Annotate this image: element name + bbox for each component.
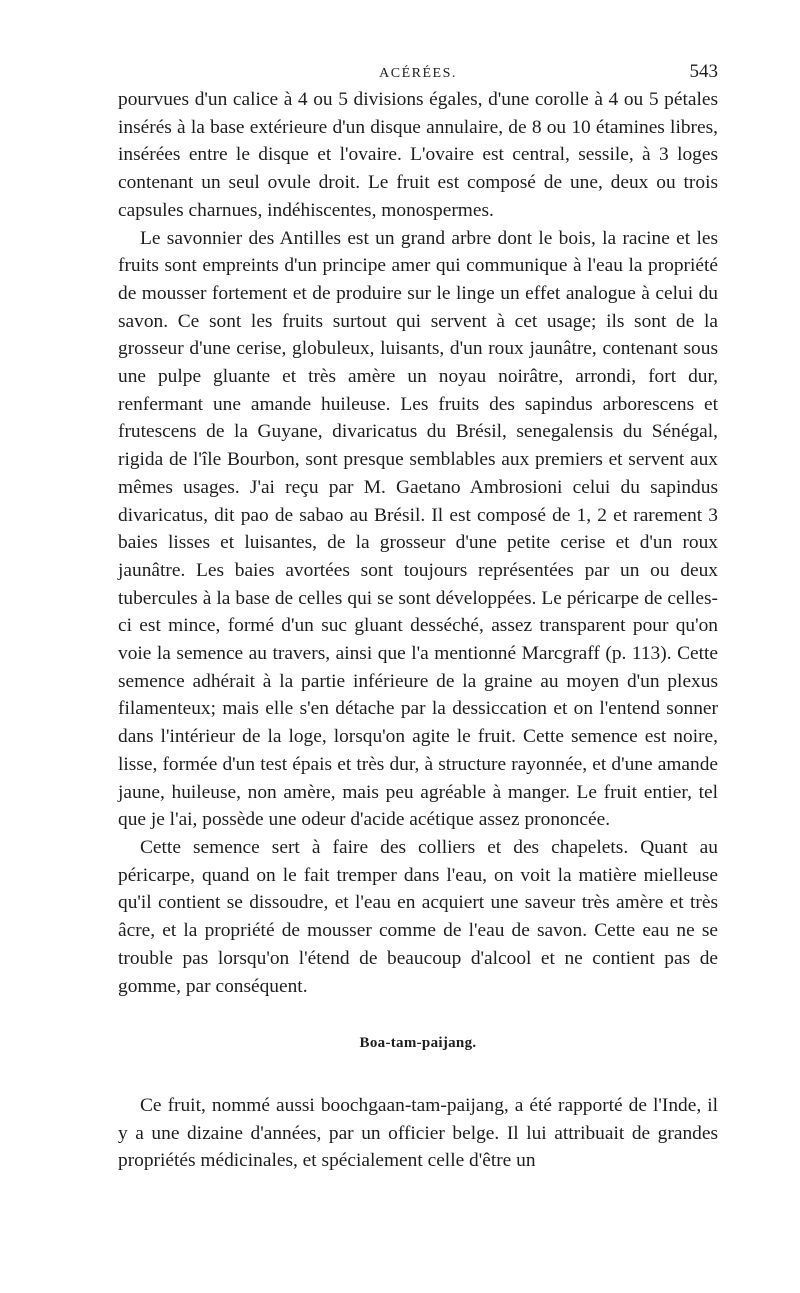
page-number: 543 — [689, 61, 718, 82]
page — [118, 58, 718, 1175]
running-title: ACÉRÉES. — [379, 66, 457, 81]
paragraph-2: Le savonnier des Antilles est un grand arbre dont le bois, la racine et les fruits sont empreints d'un principe amer qui communique à l'eau la propriété de mousser fortement et de produire sur le linge un effet analogue à celui du savon. Ce sont les fruits surtout qui servent à cet usage; ils sont de la grosseur d'une cerise, globuleux, luisants, d'un roux jaunâtre, contenant sous une pulpe gluante et très amère un noyau noirâtre, arrondi, fort dur, renfermant une amande huileuse. Les fruits des sapindus arborescens et frutescens de la Guyane, divaricatus du Brésil, senegalensis du Sénégal, rigida de l'île Bourbon, sont presque semblables aux premiers et servent aux mêmes usages. J'ai reçu par M. Gaetano Ambrosioni celui du sapindus divaricatus, dit pao de sabao au Brésil. Il est composé de 1, 2 et rarement 3 baies lisses et luisantes, de la grosseur d'une petite cerise et d'un roux jaunâtre. Les baies avortées sont toujours représentées par un ou deux tubercules à la base de celles qui se sont développées. Le péricarpe de celles-ci est mince, formé d'un suc gluant desséché, assez transparent pour qu'on voie la semence au travers, ainsi que l'a mentionné Marcgraff (p. 113). Cette semence adhérait à la partie inférieure de la graine au moyen d'un plexus filamenteux; mais elle s'en détache par la dessiccation et on l'entend sonner dans l'intérieur de la loge, lorsqu'on agite le fruit. Cette semence est noire, lisse, formée d'un test épais et très dur, à structure rayonnée, et d'une amande jaune, huileuse, non amère, mais peu agréable à manger. Le fruit entier, tel que je l'ai, possède une odeur d'acide acétique assez prononcée. — [118, 227, 718, 831]
paragraph-3: Cette semence sert à faire des colliers et des chapelets. Quant au péricarpe, quand on le fait tremper dans l'eau, on voit la matière mielleuse qu'il contient se dissoudre, et l'eau en acquiert une saveur très amère et très âcre, et la propriété de mousser comme de l'eau de savon. Cette eau ne se trouble pas lorsqu'on l'étend de beaucoup d'alcool et ne contient pas de gomme, par conséquent. — [118, 836, 718, 997]
paragraph-4: Ce fruit, nommé aussi boochgaan-tam-paijang, a été rapporté de l'Inde, il y a une dizaine d'années, par un officier belge. Il lui attribuait de grandes propriétés médicinales, et spécialement celle d'être un — [118, 1094, 718, 1172]
section-heading: Boa-tam-paijang. — [359, 1035, 477, 1052]
paragraph-1: pourvues d'un calice à 4 ou 5 divisions égales, d'une corolle à 4 ou 5 pétales insérés à la base extérieure d'un disque annulaire, de 8 ou 10 étamines libres, insérées entre le disque et l'ovaire. L'ovaire est central, sessile, à 3 loges contenant un seul ovule droit. Le fruit est composé de une, deux ou trois capsules charnues, indéhiscentes, monospermes. — [118, 89, 718, 221]
page-header — [118, 58, 718, 82]
